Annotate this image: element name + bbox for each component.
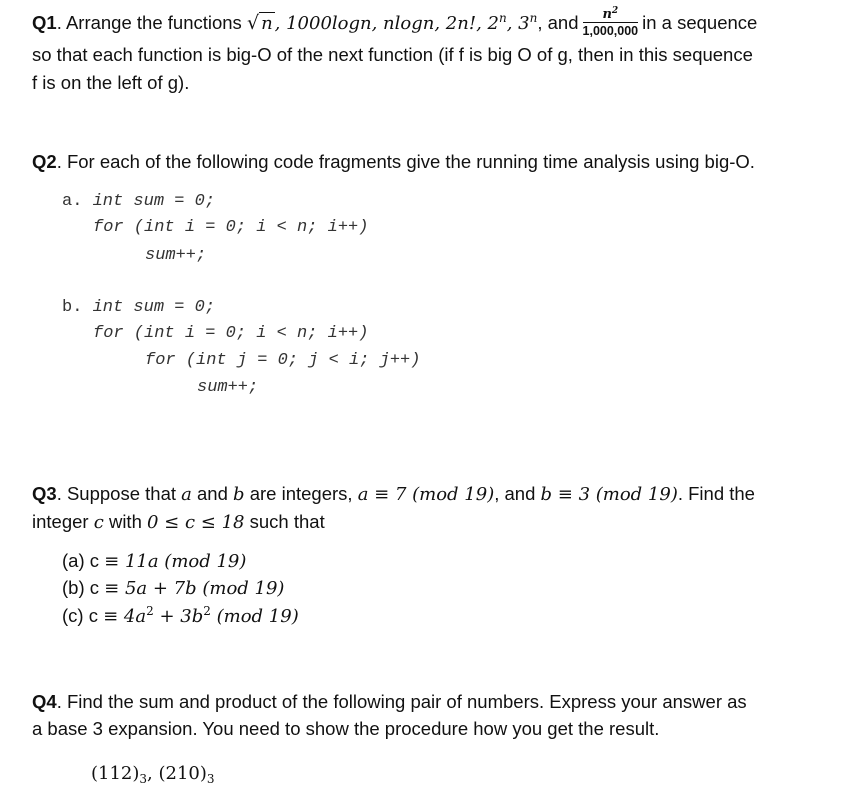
sqrt-expression: √ n	[246, 12, 273, 34]
q1-line2: so that each function is big-O of the next function (if f is big O of g, then in this sequence	[32, 44, 753, 65]
q3-line1: Q3. Suppose that a and b are integers, a ≡ 7 (mod 19), and b ≡ 3 (mod 19). Find the	[32, 483, 755, 505]
q3-line2: integer c with 0 ≤ c ≤ 18 such that	[32, 511, 325, 533]
q1-functions: , 1000logn, nlogn, 2n!, 2	[274, 13, 499, 34]
q1-line1: Q1. Arrange the functions √ n , 1000logn, nlogn, 2n!, 2$^n$, 3$^n$, and $\frac{n^2}{1,000,000}$ in a sequence	[32, 5, 758, 38]
q2-label: Q2	[32, 151, 57, 172]
code-b-line2: for (int i = 0; i < n; i++)	[93, 324, 369, 343]
q1-label: Q1	[32, 12, 57, 33]
q3-option-c: (c) $c \equiv 4a^2 + 3b^2$ (mod 19)	[62, 604, 299, 627]
q4-line2: a base 3 expansion. You need to show the procedure how you get the result.	[32, 718, 660, 739]
q4-line1: Q4. Find the sum and product of the following pair of numbers. Express your answer as	[32, 691, 747, 712]
q1-line3: f is on the left of g).	[32, 72, 190, 93]
q2-question: Q2. For each of the following code fragments give the running time analysis using big-O.	[32, 151, 755, 172]
code-a-line1: a. int sum = 0;	[62, 192, 216, 211]
q1-fraction: $\frac{n^2}{1,000,000}$	[582, 5, 639, 38]
q3-option-b: (b) c ≡ 5a + 7b (mod 19)	[62, 577, 285, 599]
code-a-line2: for (int i = 0; i < n; i++)	[93, 218, 369, 237]
code-b-line3: for (int j = 0; j < i; j++)	[145, 351, 421, 370]
q3-label: Q3	[32, 483, 57, 504]
q4-label: Q4	[32, 691, 57, 712]
q4-numbers: $(112)_3$, $(210)_3$	[91, 763, 215, 786]
code-a-line3: sum++;	[145, 246, 207, 265]
q3-option-a: (a) c ≡ 11a (mod 19)	[62, 550, 247, 572]
code-b-line4: sum++;	[197, 378, 259, 397]
code-b-line1: b. int sum = 0;	[62, 298, 216, 317]
